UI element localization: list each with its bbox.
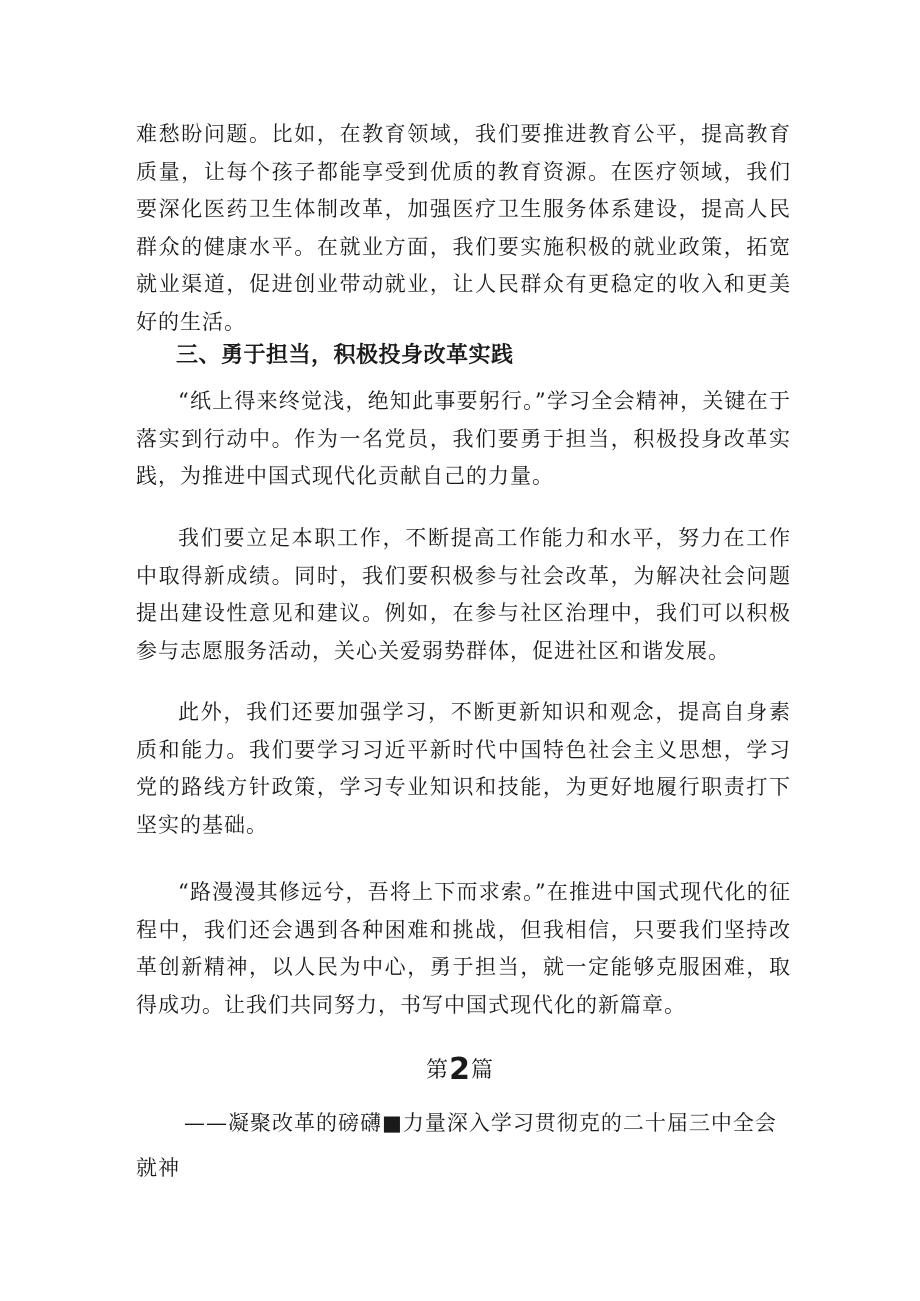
chapter-subtitle: ——凝聚改革的磅礴■力量深入学习贯彻克的二十届三中全会就神 (136, 1111, 777, 1180)
chapter-number: 2 (449, 1052, 471, 1087)
section-heading: 三、勇于担当，积极投身改革实践 (176, 343, 514, 368)
chapter-suffix: 篇 (470, 1058, 494, 1083)
body-paragraph-3: 我们要立足本职工作，不断提高工作能力和水平，努力在工作中取得新成绩。同时，我们要积极参与社会改革，为解决社会问题提出建设性意见和建议。例如，在参与社区治理中，我们可以积极参与志愿服务活动，关心关爱弱势群体，促进社区和谐发展。 (136, 526, 791, 663)
body-paragraph-4: 此外，我们还要加强学习，不断更新知识和观念，提高自身素质和能力。我们要学习习近平新时代中国特色社会主义思想，学习党的路线方针政策，学习专业知识和技能，为更好地履行职责打下坚实的基础。 (136, 700, 791, 837)
body-paragraph-2: “纸上得来终觉浅，绝知此事要躬行。”学习全会精神，关键在于落实到行动中。作为一名党员，我们要勇于担当，积极投身改革实践，为推进中国式现代化贡献自己的力量。 (136, 389, 791, 489)
body-paragraph-5: “路漫漫其修远兮，吾将上下而求索。”在推进中国式现代化的征程中，我们还会遇到各种困难和挑战，但我相信，只要我们坚持改革创新精神，以人民为中心，勇于担当，就一定能够克服困难，取得成功。让我们共同努力，书写中国式现代化的新篇章。 (136, 880, 791, 1017)
body-paragraph-1: 难愁盼问题。比如，在教育领域，我们要推进教育公平，提高教育质量，让每个孩子都能享受到优质的教育资源。在医疗领域，我们要深化医药卫生体制改革，加强医疗卫生服务体系建设，提高人民群众的健康水平。在就业方面，我们要实施积极的就业政策，拓宽就业渠道，促进创业带动就业，让人民群众有更稳定的收入和更美好的生活。 (136, 122, 791, 334)
chapter-title (0, 1054, 920, 1087)
chapter-prefix: 第 (426, 1058, 450, 1083)
